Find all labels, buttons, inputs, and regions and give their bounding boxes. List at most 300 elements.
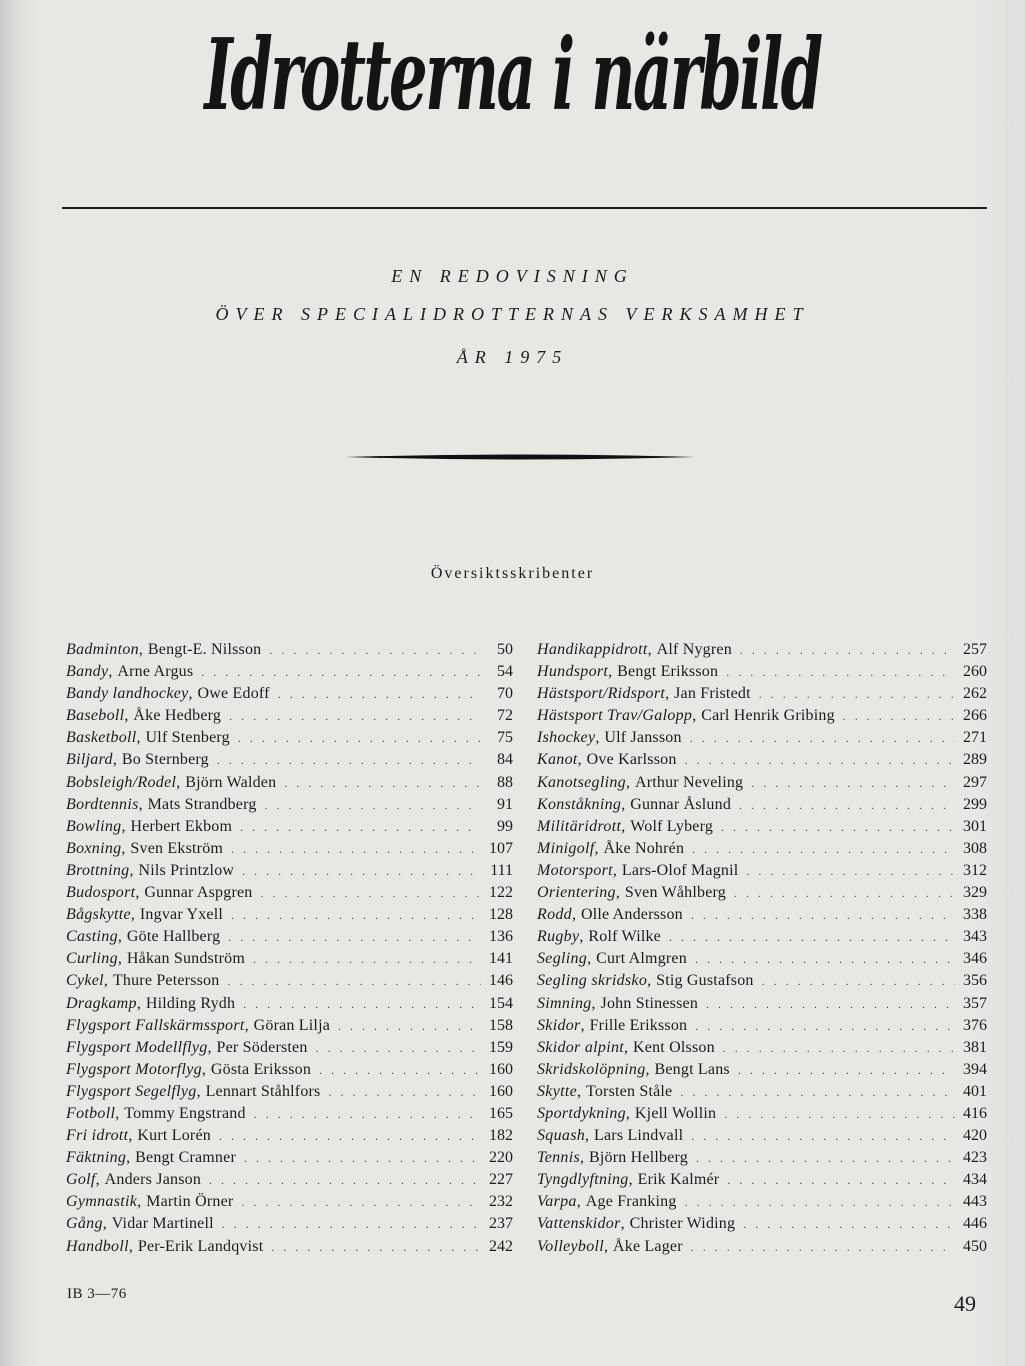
entry-page: 423: [963, 1149, 987, 1167]
contents-entry: [537, 995, 987, 1017]
entry-author: Frille Eriksson: [589, 1016, 688, 1034]
dot-leader: [680, 1085, 955, 1100]
entry-sport: Bordtennis: [66, 795, 139, 813]
entry-page: 111: [490, 861, 513, 879]
dot-leader: [244, 1151, 481, 1166]
entry-page: 260: [963, 663, 987, 681]
entry-author: Bengt Cramner: [135, 1149, 236, 1167]
entry-page: 262: [963, 685, 987, 703]
contents-entry: [537, 840, 987, 862]
entry-author: Alf Nygren: [656, 641, 732, 658]
contents-entry: [537, 1039, 987, 1061]
entry-page: 136: [489, 928, 513, 946]
entry-sport: Rugby: [537, 928, 580, 946]
contents-entry: [66, 707, 513, 729]
entry-page: 357: [963, 994, 987, 1012]
dot-leader: [843, 709, 955, 724]
contents-entry: [66, 995, 513, 1017]
entry-sport: Konståkning: [537, 795, 622, 813]
section-heading: Översiktsskribenter: [430, 565, 595, 582]
dot-leader: [227, 974, 481, 989]
entry-sport: Boxning: [66, 839, 122, 857]
entry-sport: Flygsport Modellflyg: [66, 1038, 208, 1056]
contents-entry: [537, 663, 987, 685]
contents-entry: [537, 707, 987, 729]
entry-page: 54: [497, 663, 513, 681]
entry-separator: ,: [117, 928, 122, 946]
entry-sport: Hästsport/Ridsport: [537, 685, 666, 703]
entry-separator: ,: [571, 906, 576, 924]
entry-sport: Skidor alpint: [537, 1038, 625, 1056]
dot-leader: [201, 665, 481, 680]
entry-page: 237: [489, 1215, 513, 1233]
entry-page: 99: [497, 817, 513, 835]
entry-page: 107: [489, 839, 513, 857]
entry-sport: Flygsport Fallskärmssport: [66, 1016, 245, 1034]
entry-sport: Squash: [537, 1127, 586, 1145]
entry-sport: Brottning: [66, 861, 130, 879]
entry-author: Sven Wåhlberg: [624, 884, 726, 902]
entry-separator: ,: [136, 994, 141, 1012]
entry-separator: ,: [176, 773, 181, 791]
entry-separator: ,: [615, 884, 620, 902]
entry-sport: Gång: [66, 1215, 103, 1233]
decorative-swell-rule: [345, 453, 695, 461]
entry-sport: Baseboll: [66, 707, 125, 725]
dot-leader: [231, 908, 481, 923]
contents-entry: [66, 928, 513, 950]
entry-separator: ,: [580, 1016, 585, 1034]
entry-separator: ,: [665, 685, 670, 703]
entry-page: 232: [489, 1193, 513, 1211]
entry-author: Lars-Olof Magnil: [621, 861, 739, 879]
contents-list-left: [66, 641, 513, 1260]
dot-leader: [253, 952, 481, 967]
entry-sport: Bowling: [66, 817, 122, 835]
entry-sport: Skytte: [537, 1082, 577, 1100]
dot-leader: [231, 842, 481, 857]
entry-sport: Flygsport Motorflyg: [66, 1060, 202, 1078]
dot-leader: [739, 798, 955, 813]
dot-leader: [740, 643, 955, 658]
contents-entry: [66, 1193, 513, 1215]
entry-author: Gunnar Åslund: [630, 795, 732, 813]
contents-list-right: [537, 641, 987, 1260]
entry-author: Stig Gustafson: [656, 972, 754, 990]
contents-entry: [66, 774, 513, 796]
entry-sport: Casting: [66, 928, 118, 946]
entry-page: 346: [963, 950, 987, 968]
subtitle-line-1: EN REDOVISNING: [391, 266, 634, 286]
entry-separator: ,: [692, 707, 697, 725]
entry-sport: Tennis: [537, 1149, 581, 1167]
dot-leader: [695, 952, 955, 967]
entry-sport: Varpa: [537, 1193, 577, 1211]
entry-author: Christer Widing: [629, 1215, 736, 1233]
entry-author: Erik Kalmér: [637, 1171, 720, 1189]
entry-sport: Skidor: [537, 1016, 581, 1034]
dot-leader: [691, 908, 955, 923]
entry-separator: ,: [647, 641, 652, 658]
entry-author: Tommy Engstrand: [124, 1104, 246, 1122]
entry-page: 329: [963, 884, 987, 902]
entry-author: Göte Hallberg: [126, 928, 221, 946]
entry-separator: ,: [196, 1082, 201, 1100]
entry-author: Ulf Jansson: [604, 729, 682, 747]
entry-separator: ,: [244, 1016, 249, 1034]
entry-author: Curt Almgren: [596, 950, 687, 968]
entry-author: Torsten Ståle: [586, 1082, 673, 1100]
contents-entry: [537, 906, 987, 928]
dot-leader: [724, 1107, 955, 1122]
entry-page: 420: [963, 1127, 987, 1145]
entry-author: Herbert Ekbom: [130, 817, 233, 835]
entry-separator: ,: [624, 1038, 629, 1056]
entry-sport: Cykel: [66, 972, 104, 990]
entry-sport: Budosport: [66, 884, 136, 902]
entry-separator: ,: [188, 685, 193, 703]
contents-entry: [537, 685, 987, 707]
entry-sport: Fäktning: [66, 1149, 127, 1167]
contents-entry: [66, 796, 513, 818]
entry-author: Kent Olsson: [633, 1038, 715, 1056]
dot-leader: [746, 864, 955, 879]
entry-separator: ,: [591, 994, 596, 1012]
entry-sport: Bobsleigh/Rodel: [66, 773, 177, 791]
entry-page: 159: [489, 1038, 513, 1056]
dot-leader: [319, 1063, 481, 1078]
entry-separator: ,: [621, 795, 626, 813]
entry-page: 416: [963, 1104, 987, 1122]
title-rule: [62, 207, 987, 209]
entry-page: 450: [963, 1237, 987, 1255]
entry-page: 394: [963, 1060, 987, 1078]
issue-label: IB 3—76: [67, 1286, 127, 1302]
entry-sport: Golf: [66, 1171, 96, 1189]
entry-author: Bengt Lans: [654, 1060, 730, 1078]
entry-separator: ,: [576, 1193, 581, 1211]
entry-sport: Skridskolöpning: [537, 1060, 646, 1078]
dot-leader: [329, 1085, 482, 1100]
entry-page: 443: [963, 1193, 987, 1211]
entry-separator: ,: [138, 641, 143, 658]
entry-separator: ,: [117, 950, 122, 968]
entry-sport: Bågskytte: [66, 906, 131, 924]
entry-separator: ,: [645, 1060, 650, 1078]
entry-page: 289: [963, 751, 987, 769]
entry-author: Kurt Lorén: [137, 1127, 211, 1145]
entry-separator: ,: [595, 729, 600, 747]
contents-entry: [66, 1171, 513, 1193]
subtitle-line-3: ÅR 1975: [456, 347, 569, 367]
entry-page: 158: [489, 1016, 513, 1034]
entry-separator: ,: [102, 1215, 107, 1233]
entry-author: Olle Andersson: [580, 906, 683, 924]
contents-entry: [66, 884, 513, 906]
entry-separator: ,: [612, 861, 617, 879]
contents-entry: [66, 729, 513, 751]
entry-page: 356: [963, 972, 987, 990]
dot-leader: [242, 864, 481, 879]
entry-separator: ,: [121, 839, 126, 857]
entry-author: Gunnar Aspgren: [144, 884, 253, 902]
entry-separator: ,: [126, 1149, 131, 1167]
entry-page: 376: [963, 1016, 987, 1034]
entry-page: 75: [497, 729, 513, 747]
contents-entry: [537, 1238, 987, 1260]
contents-entry: [537, 1127, 987, 1149]
entry-author: Martin Örner: [146, 1193, 234, 1211]
dot-leader: [726, 665, 955, 680]
contents-entry: [537, 1171, 987, 1193]
entry-separator: ,: [130, 906, 135, 924]
entry-page: 84: [497, 751, 513, 769]
entry-separator: ,: [625, 773, 630, 791]
entry-sport: Handikappidrott: [537, 641, 648, 658]
contents-entry: [537, 818, 987, 840]
entry-sport: Biljard: [66, 751, 113, 769]
entry-sport: Bandy landhockey: [66, 685, 189, 703]
dot-leader: [685, 753, 955, 768]
contents-entry: [537, 796, 987, 818]
entry-author: Vidar Martinell: [111, 1215, 214, 1233]
entry-author: Lennart Ståhlfors: [205, 1082, 321, 1100]
contents-entry: [66, 906, 513, 928]
entry-separator: ,: [95, 1171, 100, 1189]
entry-sport: Hundsport: [537, 663, 609, 681]
contents-entry: [537, 928, 987, 950]
entry-author: Gösta Eriksson: [210, 1060, 312, 1078]
entry-author: Lars Lindvall: [594, 1127, 684, 1145]
entry-page: 122: [489, 884, 513, 902]
contents-entry: [66, 1149, 513, 1171]
entry-sport: Handboll: [66, 1237, 129, 1255]
dot-leader: [721, 820, 955, 835]
entry-sport: Fri idrott: [66, 1127, 129, 1145]
contents-entry: [66, 641, 513, 663]
dot-leader: [284, 776, 481, 791]
contents-entry: [66, 862, 513, 884]
entry-sport: Bandy: [66, 663, 109, 681]
entry-sport: Vattenskidor: [537, 1215, 621, 1233]
dot-leader: [685, 1195, 955, 1210]
contents-entry: [66, 840, 513, 862]
dot-leader: [727, 1173, 955, 1188]
entry-author: Owe Edoff: [197, 685, 270, 703]
entry-separator: ,: [135, 884, 140, 902]
contents-entry: [66, 685, 513, 707]
entry-separator: ,: [579, 928, 584, 946]
contents-entry: [537, 1149, 987, 1171]
contents-entry: [537, 729, 987, 751]
entry-author: Wolf Lyberg: [630, 817, 714, 835]
dot-leader: [238, 731, 481, 746]
entry-page: 146: [489, 972, 513, 990]
contents-entry: [537, 1105, 987, 1127]
entry-author: Age Franking: [585, 1193, 677, 1211]
entry-page: 160: [489, 1060, 513, 1078]
dot-leader: [751, 776, 955, 791]
contents-entry: [66, 1083, 513, 1105]
entry-page: 227: [489, 1171, 513, 1189]
entry-author: Ingvar Yxell: [139, 906, 224, 924]
entry-separator: ,: [608, 663, 613, 681]
subtitle-line-2: ÖVER SPECIALIDROTTERNAS VERKSAMHET: [215, 304, 810, 324]
entry-separator: ,: [124, 707, 129, 725]
dot-leader: [692, 842, 955, 857]
contents-entry: [66, 972, 513, 994]
dot-leader: [734, 886, 955, 901]
contents-entry: [66, 950, 513, 972]
entry-sport: Fotboll: [66, 1104, 116, 1122]
entry-sport: Orientering: [537, 884, 616, 902]
entry-author: Arthur Neveling: [634, 773, 744, 791]
entry-sport: Badminton: [66, 641, 139, 658]
entry-author: Bengt-E. Nilsson: [147, 641, 262, 658]
entry-page: 446: [963, 1215, 987, 1233]
entry-sport: Dragkamp: [66, 994, 137, 1012]
entry-author: Kjell Wollin: [634, 1104, 717, 1122]
dot-leader: [691, 1129, 955, 1144]
entry-page: 182: [489, 1127, 513, 1145]
entry-author: Per-Erik Landqvist: [137, 1237, 264, 1255]
dot-leader: [243, 997, 481, 1012]
entry-author: Åke Hedberg: [133, 707, 222, 725]
entry-separator: ,: [128, 1237, 133, 1255]
entry-separator: ,: [647, 972, 652, 990]
dot-leader: [241, 1195, 481, 1210]
entry-author: Jan Fristedt: [674, 685, 751, 703]
entry-page: 343: [963, 928, 987, 946]
dot-leader: [229, 709, 481, 724]
entry-sport: Hästsport Trav/Galopp: [537, 707, 693, 725]
dot-leader: [669, 930, 955, 945]
entry-separator: ,: [603, 1237, 608, 1255]
entry-page: 266: [963, 707, 987, 725]
contents-entry: [66, 663, 513, 685]
dot-leader: [271, 1240, 481, 1255]
entry-page: 401: [963, 1082, 987, 1100]
contents-entry: [66, 1238, 513, 1260]
contents-entry: [66, 1105, 513, 1127]
entry-page: 257: [963, 641, 987, 658]
entry-sport: Motorsport: [537, 861, 613, 879]
dot-leader: [691, 1240, 955, 1255]
dot-leader: [240, 820, 481, 835]
entry-author: Bo Sternberg: [121, 751, 209, 769]
entry-author: Göran Lilja: [253, 1016, 331, 1034]
entry-author: Hilding Rydh: [145, 994, 236, 1012]
dot-leader: [217, 753, 481, 768]
entry-page: 141: [489, 950, 513, 968]
entry-author: Ove Karlsson: [586, 751, 677, 769]
entry-page: 154: [489, 994, 513, 1012]
dot-leader: [338, 1019, 481, 1034]
entry-page: 88: [497, 773, 513, 791]
entry-author: Sven Ekström: [130, 839, 224, 857]
entry-sport: Ishockey: [537, 729, 596, 747]
entry-sport: Gymnastik: [66, 1193, 138, 1211]
contents-entry: [537, 1083, 987, 1105]
entry-page: 271: [963, 729, 987, 747]
dot-leader: [690, 731, 955, 746]
contents-entry: [537, 1193, 987, 1215]
contents-entry: [537, 751, 987, 773]
entry-sport: Segling skridsko: [537, 972, 648, 990]
dot-leader: [228, 930, 481, 945]
dot-leader: [261, 886, 482, 901]
entry-sport: Flygsport Segelflyg: [66, 1082, 197, 1100]
dot-leader: [209, 1173, 481, 1188]
entry-separator: ,: [620, 1215, 625, 1233]
entry-sport: Tyngdlyftning: [537, 1171, 629, 1189]
dot-leader: [696, 1151, 955, 1166]
entry-page: 312: [963, 861, 987, 879]
entry-page: 381: [963, 1038, 987, 1056]
dot-leader: [219, 1129, 481, 1144]
entry-author: Carl Henrik Gribing: [701, 707, 835, 725]
entry-author: Åke Lager: [612, 1237, 683, 1255]
entry-separator: ,: [121, 817, 126, 835]
dot-leader: [759, 687, 955, 702]
contents-entry: [537, 774, 987, 796]
entry-page: 338: [963, 906, 987, 924]
entry-separator: ,: [137, 1193, 142, 1211]
page-number: 49: [954, 1291, 976, 1316]
dot-leader: [222, 1217, 481, 1232]
entry-page: 128: [489, 906, 513, 924]
entry-page: 160: [489, 1082, 513, 1100]
entry-separator: ,: [207, 1038, 212, 1056]
contents-entry: [537, 862, 987, 884]
entry-sport: Volleyboll: [537, 1237, 604, 1255]
contents-entry: [66, 818, 513, 840]
dot-leader: [762, 974, 955, 989]
entry-separator: ,: [129, 861, 134, 879]
entry-page: 301: [963, 817, 987, 835]
entry-separator: ,: [587, 950, 592, 968]
contents-entry: [66, 1127, 513, 1149]
entry-separator: ,: [625, 1104, 630, 1122]
entry-page: 165: [489, 1104, 513, 1122]
dot-leader: [738, 1063, 955, 1078]
entry-sport: Sportdykning: [537, 1104, 626, 1122]
entry-sport: Minigolf: [537, 839, 595, 857]
dot-leader: [706, 997, 955, 1012]
entry-separator: ,: [128, 1127, 133, 1145]
entry-sport: Rodd: [537, 906, 572, 924]
entry-page: 220: [489, 1149, 513, 1167]
entry-author: Bengt Eriksson: [617, 663, 719, 681]
entry-page: 308: [963, 839, 987, 857]
entry-page: 299: [963, 795, 987, 813]
entry-author: Rolf Wilke: [588, 928, 661, 946]
entry-author: Åke Nohrén: [603, 839, 685, 857]
entry-separator: ,: [628, 1171, 633, 1189]
dot-leader: [316, 1041, 481, 1056]
contents-entry: [537, 972, 987, 994]
contents-entry: [66, 1215, 513, 1237]
entry-author: Håkan Sundström: [126, 950, 245, 968]
entry-author: Anders Janson: [104, 1171, 202, 1189]
contents-entry: [537, 1215, 987, 1237]
entry-sport: Segling: [537, 950, 588, 968]
entry-separator: ,: [585, 1127, 590, 1145]
contents-entry: [537, 1017, 987, 1039]
dot-leader: [269, 643, 481, 658]
contents-entry: [66, 1039, 513, 1061]
entry-separator: ,: [138, 795, 143, 813]
